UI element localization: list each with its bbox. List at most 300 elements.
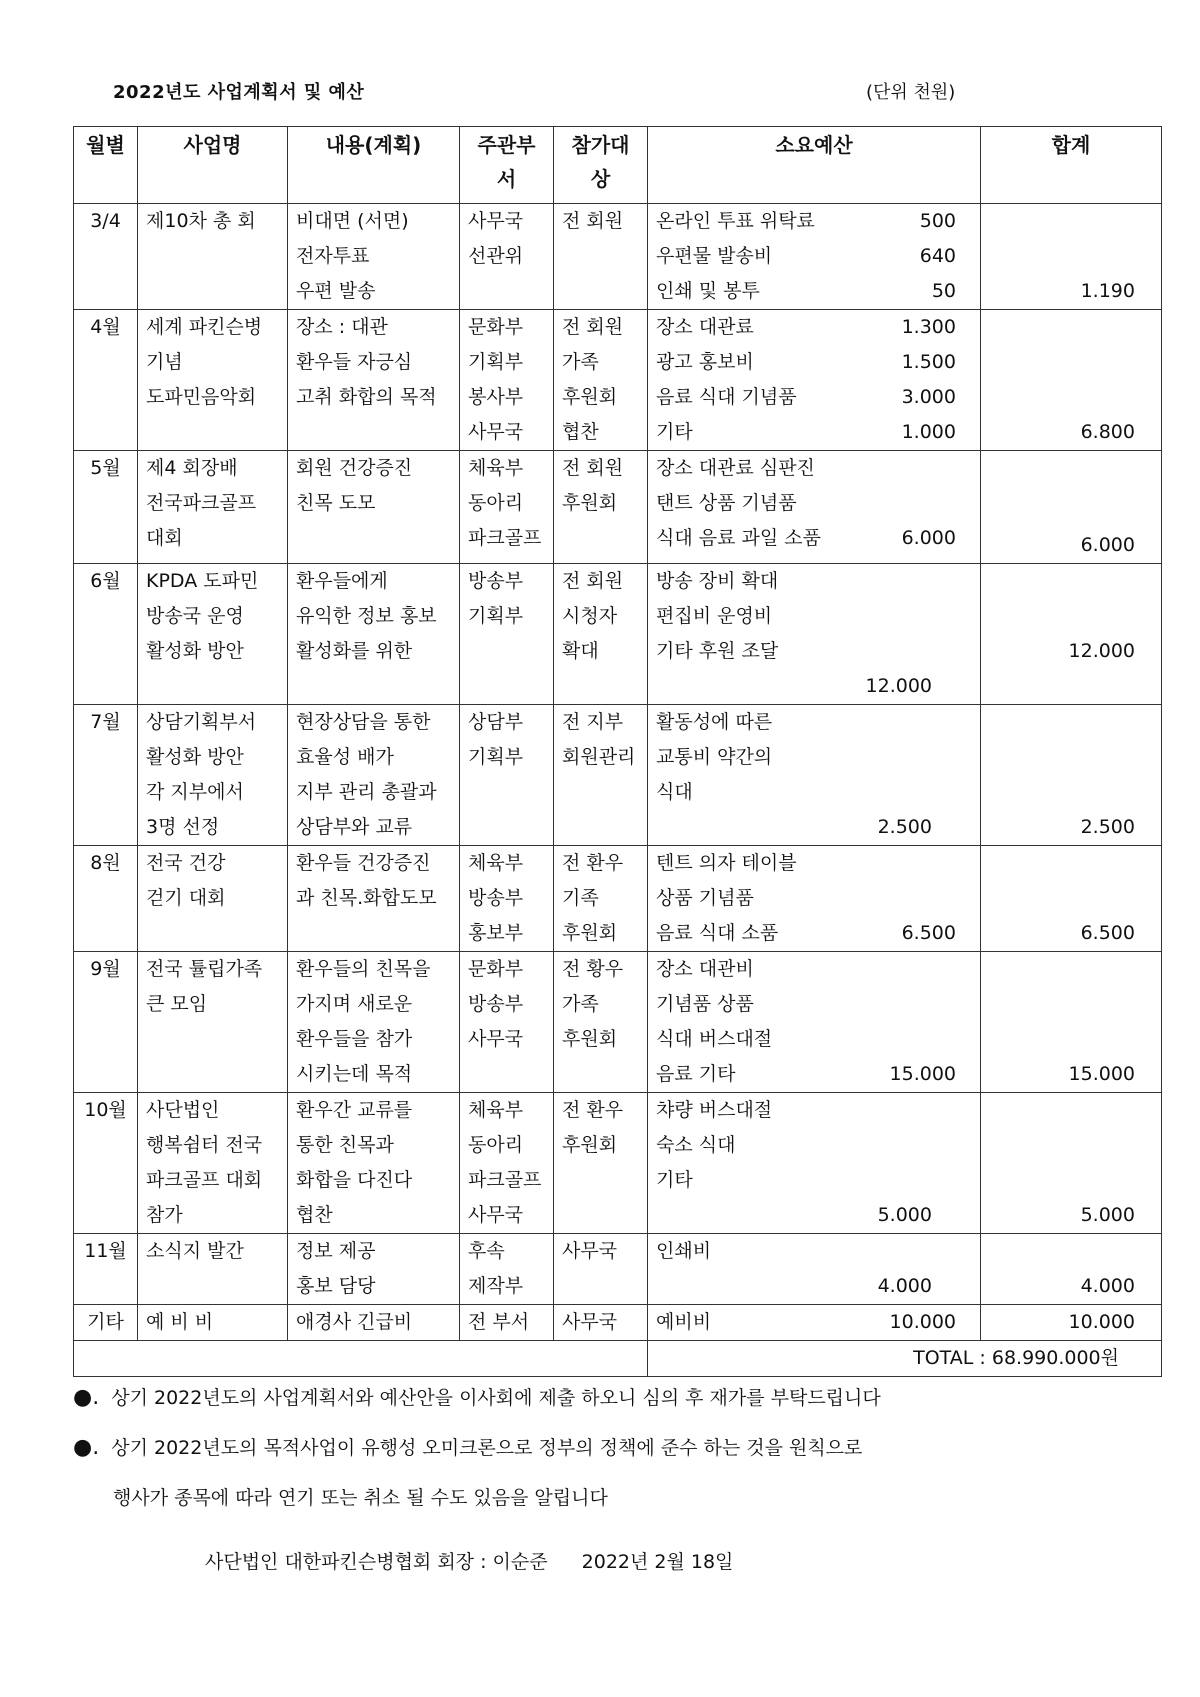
cell-target: [554, 705, 648, 846]
dept-line: 제작부: [468, 1275, 524, 1297]
budget-line: [656, 564, 972, 599]
budget-line: [656, 775, 972, 810]
table-row: [74, 204, 1162, 310]
budget-item: 음료 식대 소품: [656, 922, 779, 944]
name-line: 전국 건강: [146, 852, 226, 874]
cell-total: [981, 204, 1162, 310]
budget-line: [656, 204, 972, 239]
budget-amount: 12.000: [865, 675, 932, 697]
budget-line: [656, 1234, 972, 1269]
cell-content: [288, 952, 460, 1093]
budget-item: 기념품 상품: [656, 993, 754, 1015]
cell-total: [981, 1093, 1162, 1234]
cell-budget: [648, 1093, 981, 1234]
cell-target: [554, 952, 648, 1093]
budget-amount: 6.000: [901, 527, 956, 549]
cell-dept: [460, 310, 554, 451]
cell-month: [74, 204, 138, 310]
target-line: 전 회원: [562, 316, 624, 338]
cell-name: [138, 1305, 288, 1341]
content-line: 환우들 자긍심: [296, 351, 413, 373]
budget-item: 인쇄비: [656, 1240, 712, 1262]
budget-item: 식대 버스대절: [656, 1028, 773, 1050]
header-content: [288, 127, 460, 204]
budget-item: 숙소 식대: [656, 1134, 736, 1156]
name-line: 제10차 총 회: [146, 210, 256, 232]
cell-content: [288, 1305, 460, 1341]
budget-amount: 3.000: [901, 386, 956, 408]
target-line: 확대: [562, 640, 599, 662]
budget-item: 탠트 상품 기념품: [656, 492, 797, 514]
cell-dept: [460, 1093, 554, 1234]
budget-line: [656, 239, 972, 274]
target-line: 전 환우: [562, 852, 624, 874]
budget-amount: [956, 599, 972, 634]
note-2-text: 상기 2022년도의 목적사업이 유행성 오미크론으로 정부의 정책에 준수 하는 것을 원칙으로: [111, 1437, 863, 1459]
cell-month: [74, 310, 138, 451]
target-line: 가족: [562, 993, 599, 1015]
table-row: [74, 846, 1162, 952]
cell-target: [554, 1093, 648, 1234]
budget-line: [656, 451, 972, 486]
target-line: 사무국: [562, 1240, 618, 1262]
target-line: 협찬: [562, 421, 599, 443]
content-line: 화합을 다진다: [296, 1169, 413, 1191]
cell-name: [138, 451, 288, 564]
budget-amount: [956, 881, 972, 916]
budget-line: [656, 599, 972, 634]
cell-content: [288, 564, 460, 705]
bullet-icon: ●.: [73, 1435, 100, 1460]
budget-amount: 6.500: [901, 922, 956, 944]
budget-amount: [956, 1093, 972, 1128]
row-total: 4.000: [1080, 1275, 1135, 1297]
target-line: 가족: [562, 351, 599, 373]
row-total: 10.000: [1068, 1311, 1135, 1333]
content-line: 가지며 새로운: [296, 993, 413, 1015]
target-line: 사무국: [562, 1311, 618, 1333]
budget-line: [656, 274, 972, 309]
budget-item: 음료 식대 기념품: [656, 386, 797, 408]
cell-month: [74, 705, 138, 846]
content-line: 환우간 교류를: [296, 1099, 413, 1121]
cell-dept: [460, 564, 554, 705]
table-row: [74, 952, 1162, 1093]
header-target: [554, 127, 648, 204]
budget-item: 텐트 의자 테이블: [656, 852, 797, 874]
dept-line: 파크골프: [468, 527, 542, 549]
month-label: 4월: [90, 316, 121, 338]
month-label: 10월: [84, 1099, 127, 1121]
cell-name: [138, 204, 288, 310]
target-line: 전 지부: [562, 711, 624, 733]
cell-budget: [648, 564, 981, 705]
dept-line: 기획부: [468, 605, 524, 627]
budget-line: [656, 1198, 972, 1233]
signature-line: [205, 1547, 733, 1574]
budget-item: 장소 대관료: [656, 316, 754, 338]
table-row: [74, 564, 1162, 705]
budget-amount: [956, 634, 972, 669]
dept-line: 기획부: [468, 746, 524, 768]
target-line: 기족: [562, 887, 599, 909]
name-line: 전국 튤립가족: [146, 958, 263, 980]
cell-content: [288, 451, 460, 564]
cell-total: [981, 564, 1162, 705]
cell-budget: [648, 204, 981, 310]
header-line: 서: [496, 167, 517, 191]
content-line: 장소 : 대관: [296, 316, 388, 338]
business-plan-table: [73, 126, 1162, 1377]
budget-item: 장소 대관비: [656, 958, 754, 980]
budget-amount: 640: [919, 245, 956, 267]
budget-line: [656, 634, 972, 669]
dept-line: 방송부: [468, 993, 524, 1015]
header-line: 사업명: [183, 133, 242, 157]
content-line: 애경사 긴급비: [296, 1311, 413, 1333]
budget-amount: 2.500: [877, 816, 932, 838]
budget-line: [656, 380, 972, 415]
note-2: [73, 1433, 862, 1460]
budget-item: 활동성에 따른: [656, 711, 773, 733]
name-line: 걷기 대회: [146, 887, 226, 909]
budget-item: 예비비: [656, 1311, 712, 1333]
header-line: 참가대: [571, 133, 630, 157]
budget-item: 장소 대관료 심판진: [656, 457, 815, 479]
month-label: 5월: [90, 457, 121, 479]
cell-total: [981, 1305, 1162, 1341]
budget-amount: 10.000: [889, 1311, 956, 1333]
name-line: 방송국 운영: [146, 605, 244, 627]
budget-amount: [956, 987, 972, 1022]
cell-dept: [460, 1305, 554, 1341]
budget-item: 음료 기타: [656, 1063, 736, 1085]
budget-item: 상품 기념품: [656, 887, 754, 909]
target-line: 전 회원: [562, 570, 624, 592]
table-row: [74, 1093, 1162, 1234]
document-title: 2022년도 사업계획서 및 예산: [113, 82, 365, 103]
content-line: 회원 건강증진: [296, 457, 413, 479]
grand-total-text: TOTAL : 68.990.000원: [913, 1347, 1119, 1369]
month-label: 9월: [90, 958, 121, 980]
cell-target: [554, 451, 648, 564]
budget-line: [656, 669, 972, 704]
cell-budget: [648, 310, 981, 451]
content-line: 효율성 배가: [296, 746, 394, 768]
content-line: 현장상담을 통한: [296, 711, 431, 733]
name-line: 참가: [146, 1204, 183, 1226]
month-label: 기타: [87, 1311, 124, 1333]
budget-amount: 1.300: [901, 316, 956, 338]
content-line: 통한 친목과: [296, 1134, 394, 1156]
cell-content: [288, 1093, 460, 1234]
header-budget: [648, 127, 981, 204]
budget-item: 식대: [656, 781, 693, 803]
row-total: 12.000: [1068, 640, 1135, 662]
note-1-text: 상기 2022년도의 사업계획서와 예산안을 이사회에 제출 하오니 심의 후 재가를 부탁드립니다: [111, 1387, 881, 1409]
month-label: 8원: [90, 852, 121, 874]
row-total: 1.190: [1080, 280, 1135, 302]
budget-item: 교통비 약간의: [656, 746, 773, 768]
content-line: 시키는데 목적: [296, 1063, 413, 1085]
dept-line: 체육부: [468, 1099, 524, 1121]
cell-budget: [648, 705, 981, 846]
dept-line: 체육부: [468, 852, 524, 874]
budget-amount: [956, 451, 972, 486]
header-line: 내용(계획): [325, 133, 422, 157]
budget-amount: 50: [931, 280, 956, 302]
cell-name: [138, 952, 288, 1093]
cell-month: [74, 451, 138, 564]
cell-budget: [648, 846, 981, 952]
content-line: 정보 제공: [296, 1240, 376, 1262]
signature-date: 2022년 2월 18일: [581, 1551, 734, 1573]
cell-name: [138, 1234, 288, 1305]
cell-budget: [648, 1305, 981, 1341]
cell-dept: [460, 204, 554, 310]
cell-target: [554, 846, 648, 952]
dept-line: 상담부: [468, 711, 524, 733]
budget-line: [656, 881, 972, 916]
content-line: 과 친목.화합도모: [296, 887, 437, 909]
target-line: 후원회: [562, 492, 618, 514]
row-total: 15.000: [1068, 1063, 1135, 1085]
grand-total-cell: [648, 1341, 1162, 1377]
dept-line: 홍보부: [468, 922, 524, 944]
budget-line: [656, 1093, 972, 1128]
budget-line: [656, 1163, 972, 1198]
budget-line: [656, 952, 972, 987]
target-line: 후원회: [562, 386, 618, 408]
cell-month: [74, 1305, 138, 1341]
budget-amount: [956, 846, 972, 881]
target-line: 전 환우: [562, 1099, 624, 1121]
budget-item: 기타: [656, 421, 693, 443]
content-line: 전자투표: [296, 245, 370, 267]
table-row: [74, 1234, 1162, 1305]
month-label: 3/4: [90, 210, 121, 232]
target-line: 시청자: [562, 605, 618, 627]
cell-name: [138, 846, 288, 952]
cell-month: [74, 846, 138, 952]
budget-amount: 1.000: [901, 421, 956, 443]
budget-amount: 4.000: [877, 1275, 932, 1297]
target-line: 회원관리: [562, 746, 636, 768]
cell-total: [981, 310, 1162, 451]
cell-dept: [460, 846, 554, 952]
name-line: 파크골프 대회: [146, 1169, 263, 1191]
cell-month: [74, 1234, 138, 1305]
name-line: 활성화 방안: [146, 640, 244, 662]
header-line: 상: [590, 167, 611, 191]
content-line: 환우들 건강증진: [296, 852, 431, 874]
dept-line: 봉사부: [468, 386, 524, 408]
cell-total: [981, 846, 1162, 952]
cell-budget: [648, 1234, 981, 1305]
name-line: 활성화 방안: [146, 746, 244, 768]
dept-line: 문화부: [468, 958, 524, 980]
cell-dept: [460, 1234, 554, 1305]
name-line: 기념: [146, 351, 183, 373]
cell-name: [138, 564, 288, 705]
row-total: 2.500: [1080, 816, 1135, 838]
month-label: 6월: [90, 570, 121, 592]
cell-total: [981, 451, 1162, 564]
row-total: 6.500: [1080, 922, 1135, 944]
budget-amount: 1.500: [901, 351, 956, 373]
table-row: [74, 1305, 1162, 1341]
budget-line: [656, 1022, 972, 1057]
budget-item: 식대 음료 과일 소품: [656, 527, 821, 549]
note-1: [73, 1383, 881, 1410]
name-line: 세계 파킨슨병: [146, 316, 263, 338]
content-line: 활성화를 위한: [296, 640, 413, 662]
cell-budget: [648, 952, 981, 1093]
budget-item: 방송 장비 확대: [656, 570, 779, 592]
header-line: 합계: [1051, 133, 1091, 157]
content-line: 상담부와 교류: [296, 816, 413, 838]
budget-amount: [956, 705, 972, 740]
name-line: KPDA 도파민: [146, 570, 259, 592]
content-line: 협찬: [296, 1204, 333, 1226]
cell-dept: [460, 705, 554, 846]
budget-line: [656, 1057, 972, 1092]
budget-amount: [956, 1022, 972, 1057]
budget-line: [656, 1269, 972, 1304]
table-row: [74, 451, 1162, 564]
budget-line: [656, 415, 972, 450]
budget-amount: [956, 775, 972, 810]
cell-content: [288, 310, 460, 451]
content-line: 환우들에게: [296, 570, 388, 592]
row-total: 6.000: [1080, 534, 1135, 556]
dept-line: 파크골프: [468, 1169, 542, 1191]
name-line: 상담기획부서: [146, 711, 257, 733]
budget-amount: [956, 1163, 972, 1198]
budget-item: 온라인 투표 위탁료: [656, 210, 815, 232]
budget-item: 편집비 운영비: [656, 605, 773, 627]
target-line: 후원회: [562, 922, 618, 944]
header-line: 주관부: [477, 133, 536, 157]
name-line: 각 지부에서: [146, 781, 244, 803]
cell-total: [981, 705, 1162, 846]
content-line: 비대면 (서면): [296, 210, 409, 232]
header-name: [138, 127, 288, 204]
table-header-row: [74, 127, 1162, 204]
dept-line: 동아리: [468, 492, 524, 514]
header-line: 소요예산: [775, 133, 853, 157]
content-line: 고취 화합의 목적: [296, 386, 437, 408]
header-line: 월별: [86, 133, 125, 157]
budget-line: [656, 486, 972, 521]
budget-line: [656, 1305, 972, 1340]
dept-line: 방송부: [468, 887, 524, 909]
content-line: 환우들의 친목을: [296, 958, 431, 980]
name-line: 제4 회장배: [146, 457, 238, 479]
cell-name: [138, 705, 288, 846]
name-line: 대회: [146, 527, 183, 549]
header-dept: [460, 127, 554, 204]
cell-target: [554, 1305, 648, 1341]
name-line: 소식지 발간: [146, 1240, 244, 1262]
name-line: 큰 모임: [146, 993, 208, 1015]
cell-month: [74, 564, 138, 705]
month-label: 11월: [84, 1240, 127, 1262]
cell-month: [74, 1093, 138, 1234]
cell-target: [554, 564, 648, 705]
dept-line: 사무국: [468, 1204, 524, 1226]
signature-org: 사단법인 대한파킨슨병협회 회장 : 이순준: [205, 1551, 548, 1573]
dept-line: 동아리: [468, 1134, 524, 1156]
budget-item: 기타: [656, 1169, 693, 1191]
bullet-icon: ●.: [73, 1385, 100, 1410]
budget-item: 기타 후원 조달: [656, 640, 779, 662]
budget-line: [656, 521, 972, 556]
note-2-continuation: 행사가 종목에 따라 연기 또는 취소 될 수도 있음을 알립니다: [113, 1487, 608, 1509]
dept-line: 사무국: [468, 421, 524, 443]
dept-line: 문화부: [468, 316, 524, 338]
budget-amount: 15.000: [889, 1063, 956, 1085]
budget-amount: [956, 1128, 972, 1163]
grand-total-row: [74, 1341, 1162, 1377]
cell-total: [981, 1234, 1162, 1305]
target-line: 후원회: [562, 1028, 618, 1050]
cell-target: [554, 1234, 648, 1305]
budget-item: 우편물 발송비: [656, 245, 773, 267]
name-line: 행복쉼터 전국: [146, 1134, 263, 1156]
budget-line: [656, 740, 972, 775]
cell-content: [288, 204, 460, 310]
budget-line: [656, 1128, 972, 1163]
dept-line: 전 부서: [468, 1311, 530, 1333]
target-line: 전 회원: [562, 457, 624, 479]
budget-line: [656, 345, 972, 380]
cell-content: [288, 846, 460, 952]
dept-line: 사무국: [468, 210, 524, 232]
budget-item: 인쇄 및 봉투: [656, 280, 760, 302]
cell-dept: [460, 952, 554, 1093]
month-label: 7월: [90, 711, 121, 733]
cell-budget: [648, 451, 981, 564]
cell-month: [74, 952, 138, 1093]
budget-line: [656, 916, 972, 951]
content-line: 우편 발송: [296, 280, 376, 302]
table-row: [74, 310, 1162, 451]
budget-item: 광고 홍보비: [656, 351, 754, 373]
header-total: [981, 127, 1162, 204]
name-line: 예 비 비: [146, 1311, 214, 1333]
content-line: 홍보 담당: [296, 1275, 376, 1297]
row-total: 6.800: [1080, 421, 1135, 443]
dept-line: 선관위: [468, 245, 524, 267]
dept-line: 사무국: [468, 1028, 524, 1050]
cell-dept: [460, 451, 554, 564]
content-line: 지부 관리 총괄과: [296, 781, 437, 803]
content-line: 친목 도모: [296, 492, 376, 514]
name-line: 도파민음악회: [146, 386, 257, 408]
budget-line: [656, 846, 972, 881]
dept-line: 체육부: [468, 457, 524, 479]
budget-line: [656, 310, 972, 345]
target-line: 전 황우: [562, 958, 624, 980]
cell-target: [554, 204, 648, 310]
budget-item: 챠량 버스대절: [656, 1099, 773, 1121]
cell-total: [981, 952, 1162, 1093]
dept-line: 방송부: [468, 570, 524, 592]
budget-amount: [956, 1234, 972, 1269]
dept-line: 기획부: [468, 351, 524, 373]
budget-amount: [956, 486, 972, 521]
